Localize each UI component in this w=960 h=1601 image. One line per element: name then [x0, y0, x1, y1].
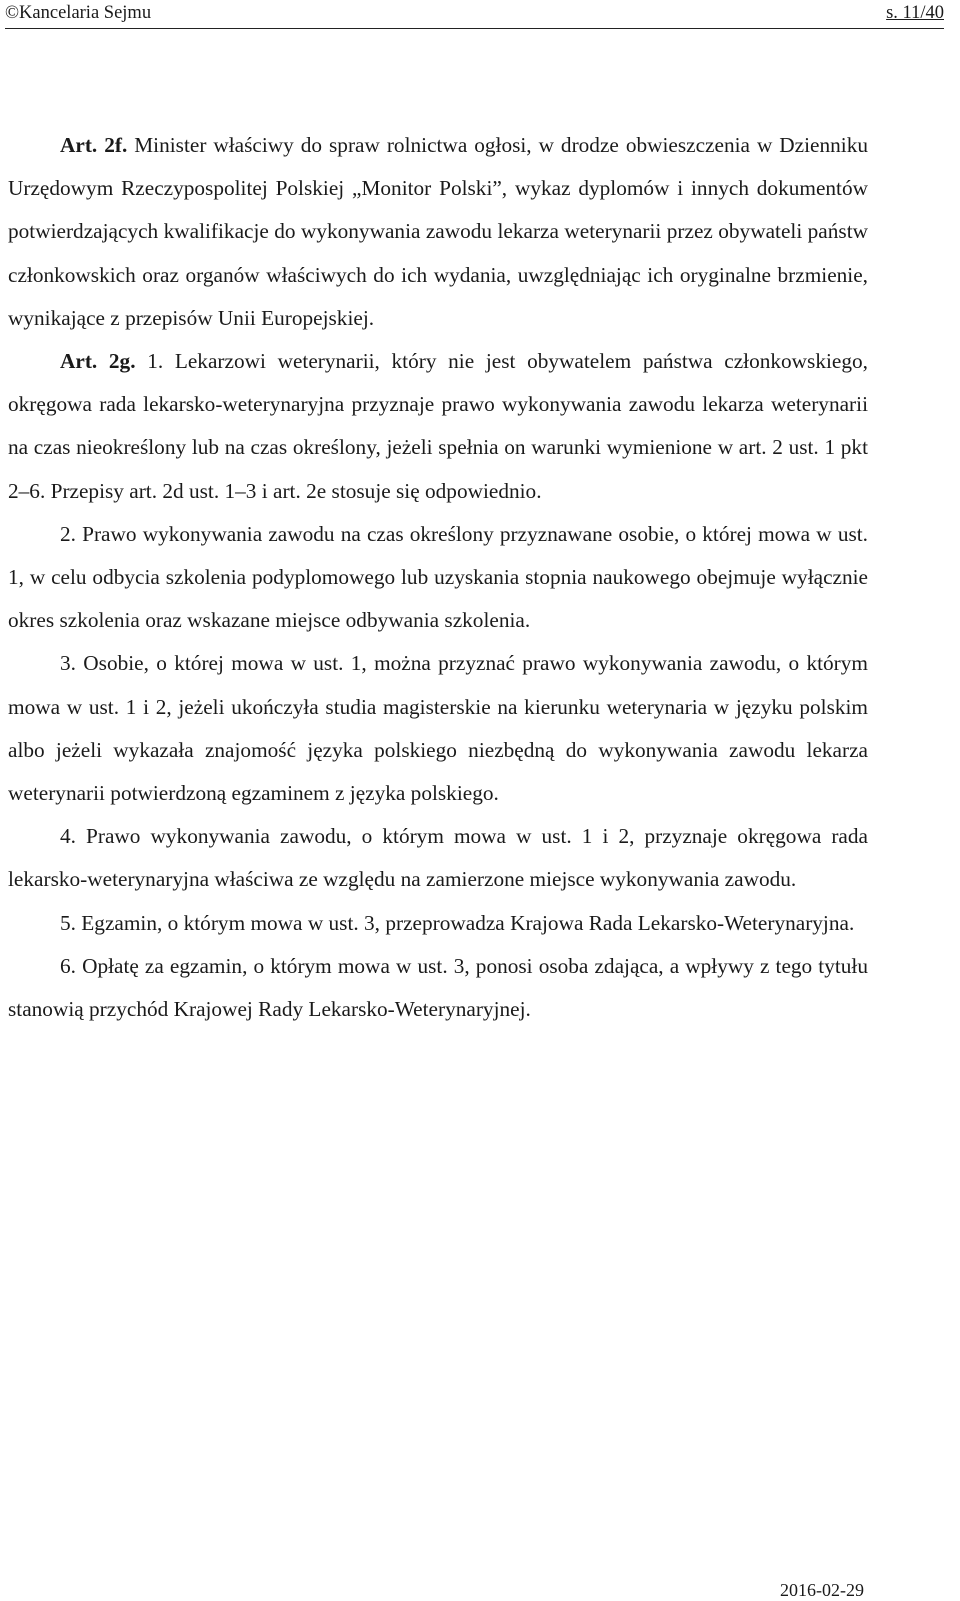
paragraph-2 [8, 513, 868, 643]
paragraph-6 [8, 945, 868, 1031]
article-2g [8, 340, 868, 513]
article-text: Minister właściwy do spraw rolnictwa ogłosi, w drodze obwieszczenia w Dzienniku Urzędowym Rzeczypospolitej Polskiej „Monitor Polski”, wykaz dyplomów i innych dokumentów potwierdzających kwalifikacje do wykonywania zawodu lekarza weterynarii przez obywateli państw członkowskich oraz organów właściwych do ich wydania, uwzględniając ich oryginalne brzmienie, wynikające z przepisów Unii Europejskiej. [8, 133, 868, 330]
article-2f [8, 124, 868, 340]
article-label: Art. 2g. [60, 349, 136, 374]
paragraph-text: 2. Prawo wykonywania zawodu na czas określony przyznawane osobie, o której mowa w ust. 1, w celu odbycia szkolenia podyplomowego lub uzyskania stopnia naukowego obejmuje wyłącznie okres szkolenia oraz wskazane miejsce odbywania szkolenia. [8, 521, 868, 633]
paragraph-5 [8, 902, 868, 945]
paragraph-text: 6. Opłatę za egzamin, o którym mowa w ust. 3, ponosi osoba zdająca, a wpływy z tego tytułu stanowią przychód Krajowej Rady Lekarsko-Weterynaryjnej. [8, 953, 868, 1022]
page-header [5, 2, 944, 29]
paragraph-text: 5. Egzamin, o którym mowa w ust. 3, przeprowadza Krajowa Rada Lekarsko-Weterynaryjna. [60, 910, 855, 935]
article-label: Art. 2f. [60, 133, 128, 157]
footer-date: 2016-02-29 [780, 1580, 864, 1600]
paragraph-3 [8, 642, 868, 815]
article-text: 1. Lekarzowi weterynarii, który nie jest obywatelem państwa członkowskiego, okręgowa rada lekarsko-weterynaryjna przyznaje prawo wykonywania zawodu lekarza weterynarii na czas nieokreślony lub na czas określony, jeżeli spełnia on warunki wymienione w art. 2 ust. 1 pkt 2–6. Przepisy art. 2d ust. 1–3 i art. 2e stosuje się odpowiednio. [8, 349, 868, 503]
header-publisher: ©Kancelaria Sejmu [5, 3, 152, 23]
paragraph-4 [8, 815, 868, 901]
paragraph-text: 4. Prawo wykonywania zawodu, o którym mowa w ust. 1 i 2, przyznaje okręgowa rada lekarsko-weterynaryjna właściwa ze względu na zamierzone miejsce wykonywania zawodu. [8, 824, 868, 892]
header-page-number[interactable]: s. 11/40 [886, 3, 944, 23]
paragraph-text: 3. Osobie, o której mowa w ust. 1, można przyznać prawo wykonywania zawodu, o którym mowa w ust. 1 i 2, jeżeli ukończyła studia magisterskie na kierunku weterynaria w języku polskim albo jeżeli wykazała znajomość języka polskiego niezbędną do wykonywania zawodu lekarza weterynarii potwierdzoną egzaminem z języka polskiego. [8, 651, 868, 806]
document-body [8, 124, 868, 1031]
